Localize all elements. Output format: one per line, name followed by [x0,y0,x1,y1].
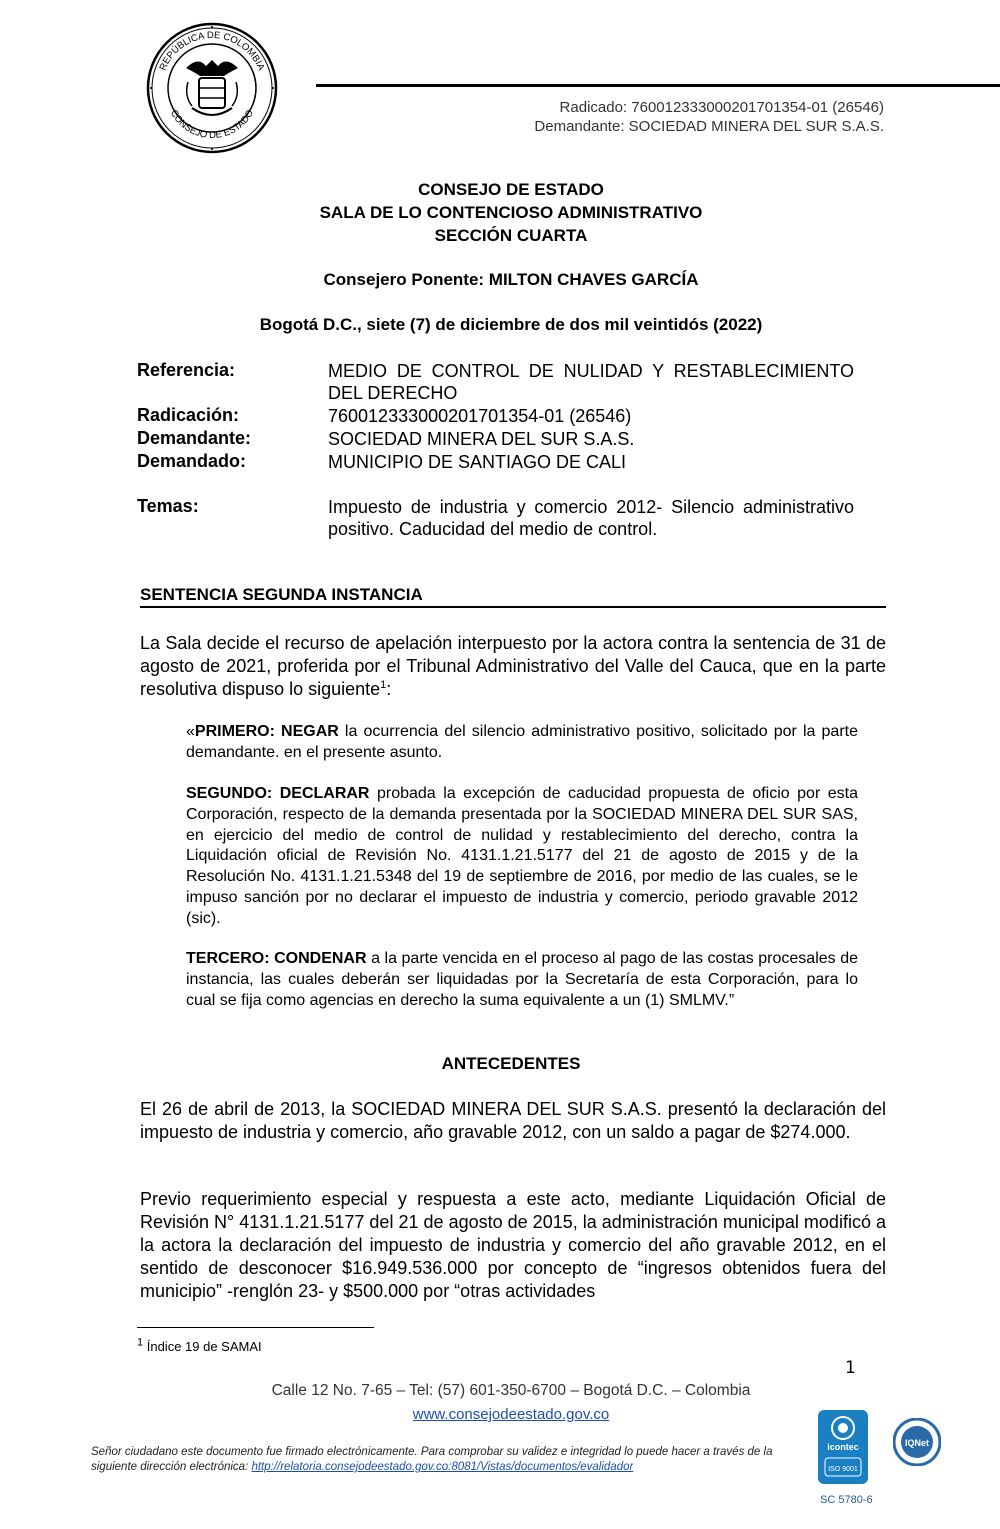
quote-primero [186,722,858,764]
footnote [137,1336,262,1354]
tercero-label: TERCERO: CONDENAR [186,950,367,967]
decision-date: Bogotá D.C., siete (7) de diciembre de dos mil veintidós (2022) [259,315,763,334]
validation-link[interactable]: http://relatoria.consejodeestado.gov.co:8081/Vistas/documentos/evalidador [251,1461,634,1473]
temas-value: Impuesto de industria y comercio 2012- Silencio administrativo positivo. Caducidad del medio de control. [328,497,854,539]
referencia-label: Referencia: [137,360,236,380]
demandante-label: Demandante: [137,428,252,448]
footnote-text: Índice 19 de SAMAI [143,1339,262,1354]
antecedentes-p1: El 26 de abril de 2013, la SOCIEDAD MINERA DEL SUR S.A.S. presentó la declaración del impuesto de industria y comercio, año gravable 2012, con un saldo a pagar de $274.000. [140,1099,886,1142]
antecedentes-p2: Previo requerimiento especial y respuesta a este acto, mediante Liquidación Oficial de Revisión N° 4131.1.21.5177 del 21 de agosto de 2015, la administración municipal modificó a la actora la declaración del impuesto de industria y comercio del año gravable 2012, en el sentido de desconocer $16.949.536.000 por concepto de “ingresos obtenidos fuera del municipio” -renglón 23- y $500.000 por “otras actividades [140,1189,886,1301]
footer-address: Calle 12 No. 7-65 – Tel: (57) 601-350-6700 – Bogotá D.C. – Colombia [271,1382,751,1399]
iso-text: ISO 9001 [828,1466,858,1473]
header-radicado: Radicado: 760012333000201701354-01 (26546) [559,99,884,116]
radicacion-value: 760012333000201701354-01 (26546) [328,406,632,426]
footnote-ref[interactable]: 1 [380,679,387,691]
demandante-value: SOCIEDAD MINERA DEL SUR S.A.S. [328,429,635,449]
footnote-rule [137,1327,374,1328]
section-title: SECCIÓN CUARTA [434,226,588,245]
header-demandante: Demandante: SOCIEDAD MINERA DEL SUR S.A.S. [534,118,884,135]
primero-label: PRIMERO: NEGAR [194,723,339,740]
disclaimer-text: Señor ciudadano este documento fue firmado electrónicamente. Para comprobar su validez e integridad lo puede hacer a través de la siguiente dirección electrónica: [91,1446,773,1473]
website-link[interactable]: www.consejodeestado.gov.co [412,1406,610,1423]
icontec-logo [818,1410,868,1484]
signature-disclaimer [91,1445,811,1475]
quote-segundo [186,784,858,930]
running-header [534,98,884,136]
svg-text:REPÚBLICA DE COLOMBIA: REPÚBLICA DE COLOMBIA [157,29,267,73]
court-title: CONSEJO DE ESTADO [418,180,604,199]
header-rule [316,84,1000,87]
tercero-text: a la parte vencida en el proceso al pago de las costas procesales de instancia, las cuales deberán ser liquidadas por la Secretaría de esta Corporación, para lo cual se fija como agencias en derecho la suma equivalente a un (1) SMLMV.” [186,950,858,1009]
consejo-estado-seal [146,22,278,154]
antecedentes-heading: ANTECEDENTES [441,1054,581,1073]
temas-label: Temas: [137,496,199,516]
icontec-text: icontec [827,1442,859,1452]
radicacion-label: Radicación: [137,405,240,425]
sentencia-intro [140,632,886,701]
demandado-value: MUNICIPIO DE SANTIAGO DE CALI [328,452,627,472]
demandado-label: Demandado: [137,451,247,471]
segundo-label: SEGUNDO: DECLARAR [186,785,370,802]
page-number: 1 [845,1358,856,1378]
intro-text: La Sala decide el recurso de apelación interpuesto por la actora contra la sentencia de 31 de agosto de 2021, proferida por el Tribunal Administrativo del Valle del Cauca, que en la parte resolutiva dispuso lo siguiente [140,633,886,699]
intro-colon: : [386,679,392,699]
primero-text: la ocurrencia del silencio administrativo positivo, solicitado por la parte demandante. en el presente asunto. [186,723,858,761]
segundo-text: probada la excepción de caducidad propuesta de oficio por esta Corporación, respecto de la demanda presentada por la SOCIEDAD MINERA DEL SUR SAS, en ejercicio del medio de control de nulidad y restablecimiento del derecho, contra la Liquidación oficial de Revisión No. 4131.1.21.5177 del 21 de agosto de 2015 y de la Resolución No. 4131.1.21.5348 del 19 de septiembre de 2016, por medio de las cuales, se le impuso sanción por no declarar el impuesto de industria y comercio, periodo gravable 2012 (sic). [186,785,859,927]
sentencia-heading: SENTENCIA SEGUNDA INSTANCIA [140,585,886,608]
footnote-number: 1 [137,1336,144,1349]
ponente: Consejero Ponente: MILTON CHAVES GARCÍA [323,270,699,289]
svg-text:CONSEJO DE ESTADO: CONSEJO DE ESTADO [167,108,257,142]
cert-number: SC 5780-6 [820,1494,873,1506]
quote-open: « [186,723,195,740]
referencia-value: MEDIO DE CONTROL DE NULIDAD Y RESTABLECIMIENTO DEL DERECHO [328,361,854,403]
quote-tercero [186,949,858,1011]
chamber-title: SALA DE LO CONTENCIOSO ADMINISTRATIVO [319,203,703,222]
iqnet-logo [893,1418,941,1466]
iqnet-text: IQNet [904,1438,930,1448]
